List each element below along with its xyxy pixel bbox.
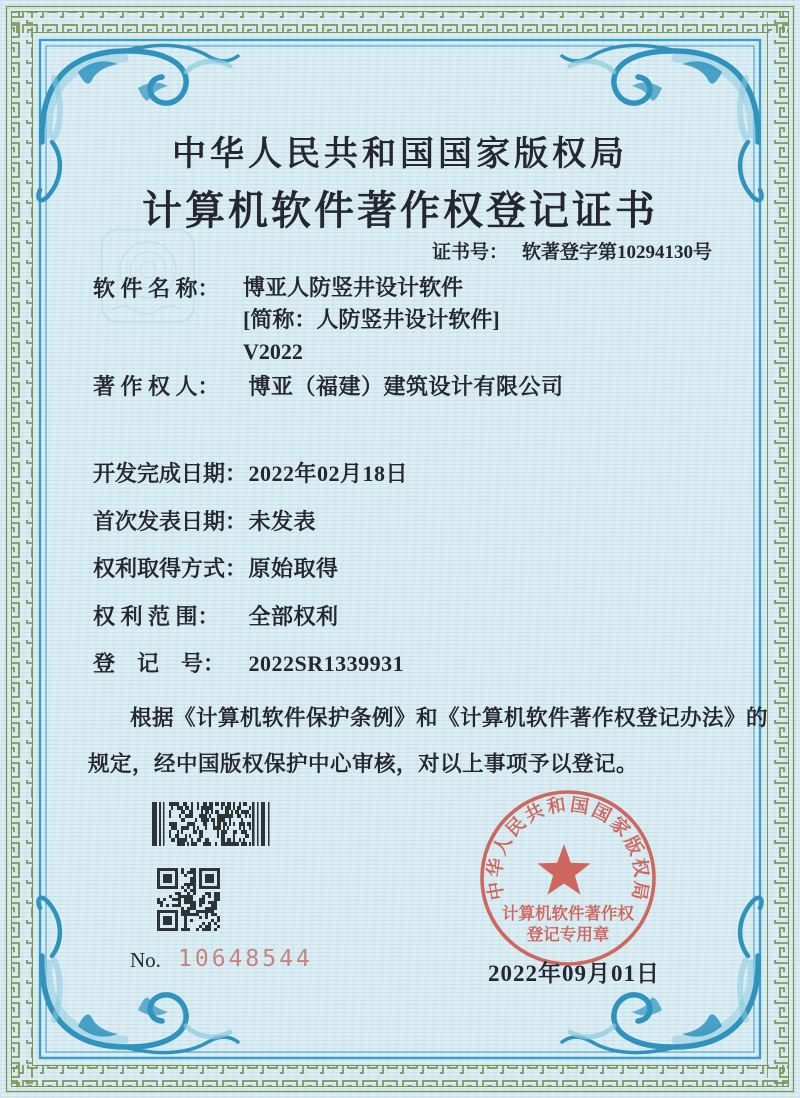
svg-text:民: 民 bbox=[503, 813, 531, 842]
right-acquisition-value: 原始取得 bbox=[248, 556, 339, 581]
serial-number: 10648544 bbox=[178, 946, 313, 972]
seal-text-line2: 登记专用章 bbox=[526, 925, 610, 944]
dev-complete-date-label: 开发完成日期： bbox=[93, 461, 248, 486]
right-scope-label: 权 利 范 围： bbox=[93, 604, 220, 629]
svg-text:共: 共 bbox=[522, 800, 548, 828]
software-name-line2: [简称：人防竖井设计软件] bbox=[243, 307, 500, 332]
certificate-number-label: 证书号： bbox=[431, 242, 508, 263]
qr-code bbox=[157, 868, 221, 932]
registration-no-label: 登 记 号： bbox=[93, 651, 226, 676]
field-registration-no bbox=[93, 647, 404, 678]
right-acquisition-label: 权利取得方式： bbox=[93, 556, 248, 581]
statement-line2: 规定，经中国版权保护中心审核，对以上事项予以登记。 bbox=[88, 752, 639, 776]
field-dev-complete-date bbox=[93, 457, 408, 488]
svg-text:人: 人 bbox=[490, 833, 517, 859]
field-right-scope bbox=[93, 600, 339, 631]
software-name-line1: 博亚人防竖井设计软件 bbox=[243, 275, 464, 300]
certificate-number-line bbox=[360, 237, 712, 264]
svg-text:华: 华 bbox=[485, 857, 508, 879]
svg-text:和: 和 bbox=[545, 795, 568, 819]
statement-line1: 根据《计算机软件保护条例》和《计算机软件著作权登记办法》的 bbox=[130, 706, 769, 730]
svg-text:版: 版 bbox=[619, 833, 646, 859]
copyright-owner-value: 博亚（福建）建筑设计有限公司 bbox=[248, 374, 564, 399]
software-name-value bbox=[243, 272, 500, 368]
svg-text:国: 国 bbox=[588, 800, 614, 828]
right-scope-value: 全部权利 bbox=[248, 604, 339, 629]
seal-star-icon bbox=[537, 844, 590, 895]
certificate-number-value: 软著登字第10294130号 bbox=[521, 242, 712, 263]
authority-title: 中华人民共和国国家版权局 bbox=[172, 136, 628, 173]
svg-text:权: 权 bbox=[628, 857, 651, 879]
copyright-owner-label: 著 作 权 人： bbox=[93, 374, 220, 399]
seal-text-line1: 计算机软件著作权 bbox=[502, 904, 634, 923]
svg-text:家: 家 bbox=[605, 813, 633, 842]
field-software-name bbox=[93, 272, 243, 303]
official-seal bbox=[478, 788, 662, 972]
svg-text:局: 局 bbox=[627, 879, 651, 902]
issue-date: 2022年09月01日 bbox=[488, 961, 660, 986]
registration-no-value: 2022SR1339931 bbox=[248, 651, 405, 676]
svg-text:国: 国 bbox=[568, 795, 591, 819]
field-right-acquisition bbox=[93, 552, 339, 583]
first-publish-date-label: 首次发表日期： bbox=[93, 509, 248, 534]
certificate-title: 计算机软件著作权登记证书 bbox=[142, 188, 658, 233]
software-name-label: 软 件 名 称： bbox=[93, 276, 220, 301]
barcode bbox=[152, 802, 274, 847]
dev-complete-date-value: 2022年02月18日 bbox=[248, 461, 409, 486]
software-name-line3: V2022 bbox=[243, 339, 303, 364]
field-copyright-owner bbox=[93, 370, 564, 401]
serial-label: No. bbox=[130, 948, 161, 972]
svg-text:中: 中 bbox=[485, 879, 509, 902]
first-publish-date-value: 未发表 bbox=[248, 509, 317, 534]
field-first-publish-date bbox=[93, 505, 316, 536]
